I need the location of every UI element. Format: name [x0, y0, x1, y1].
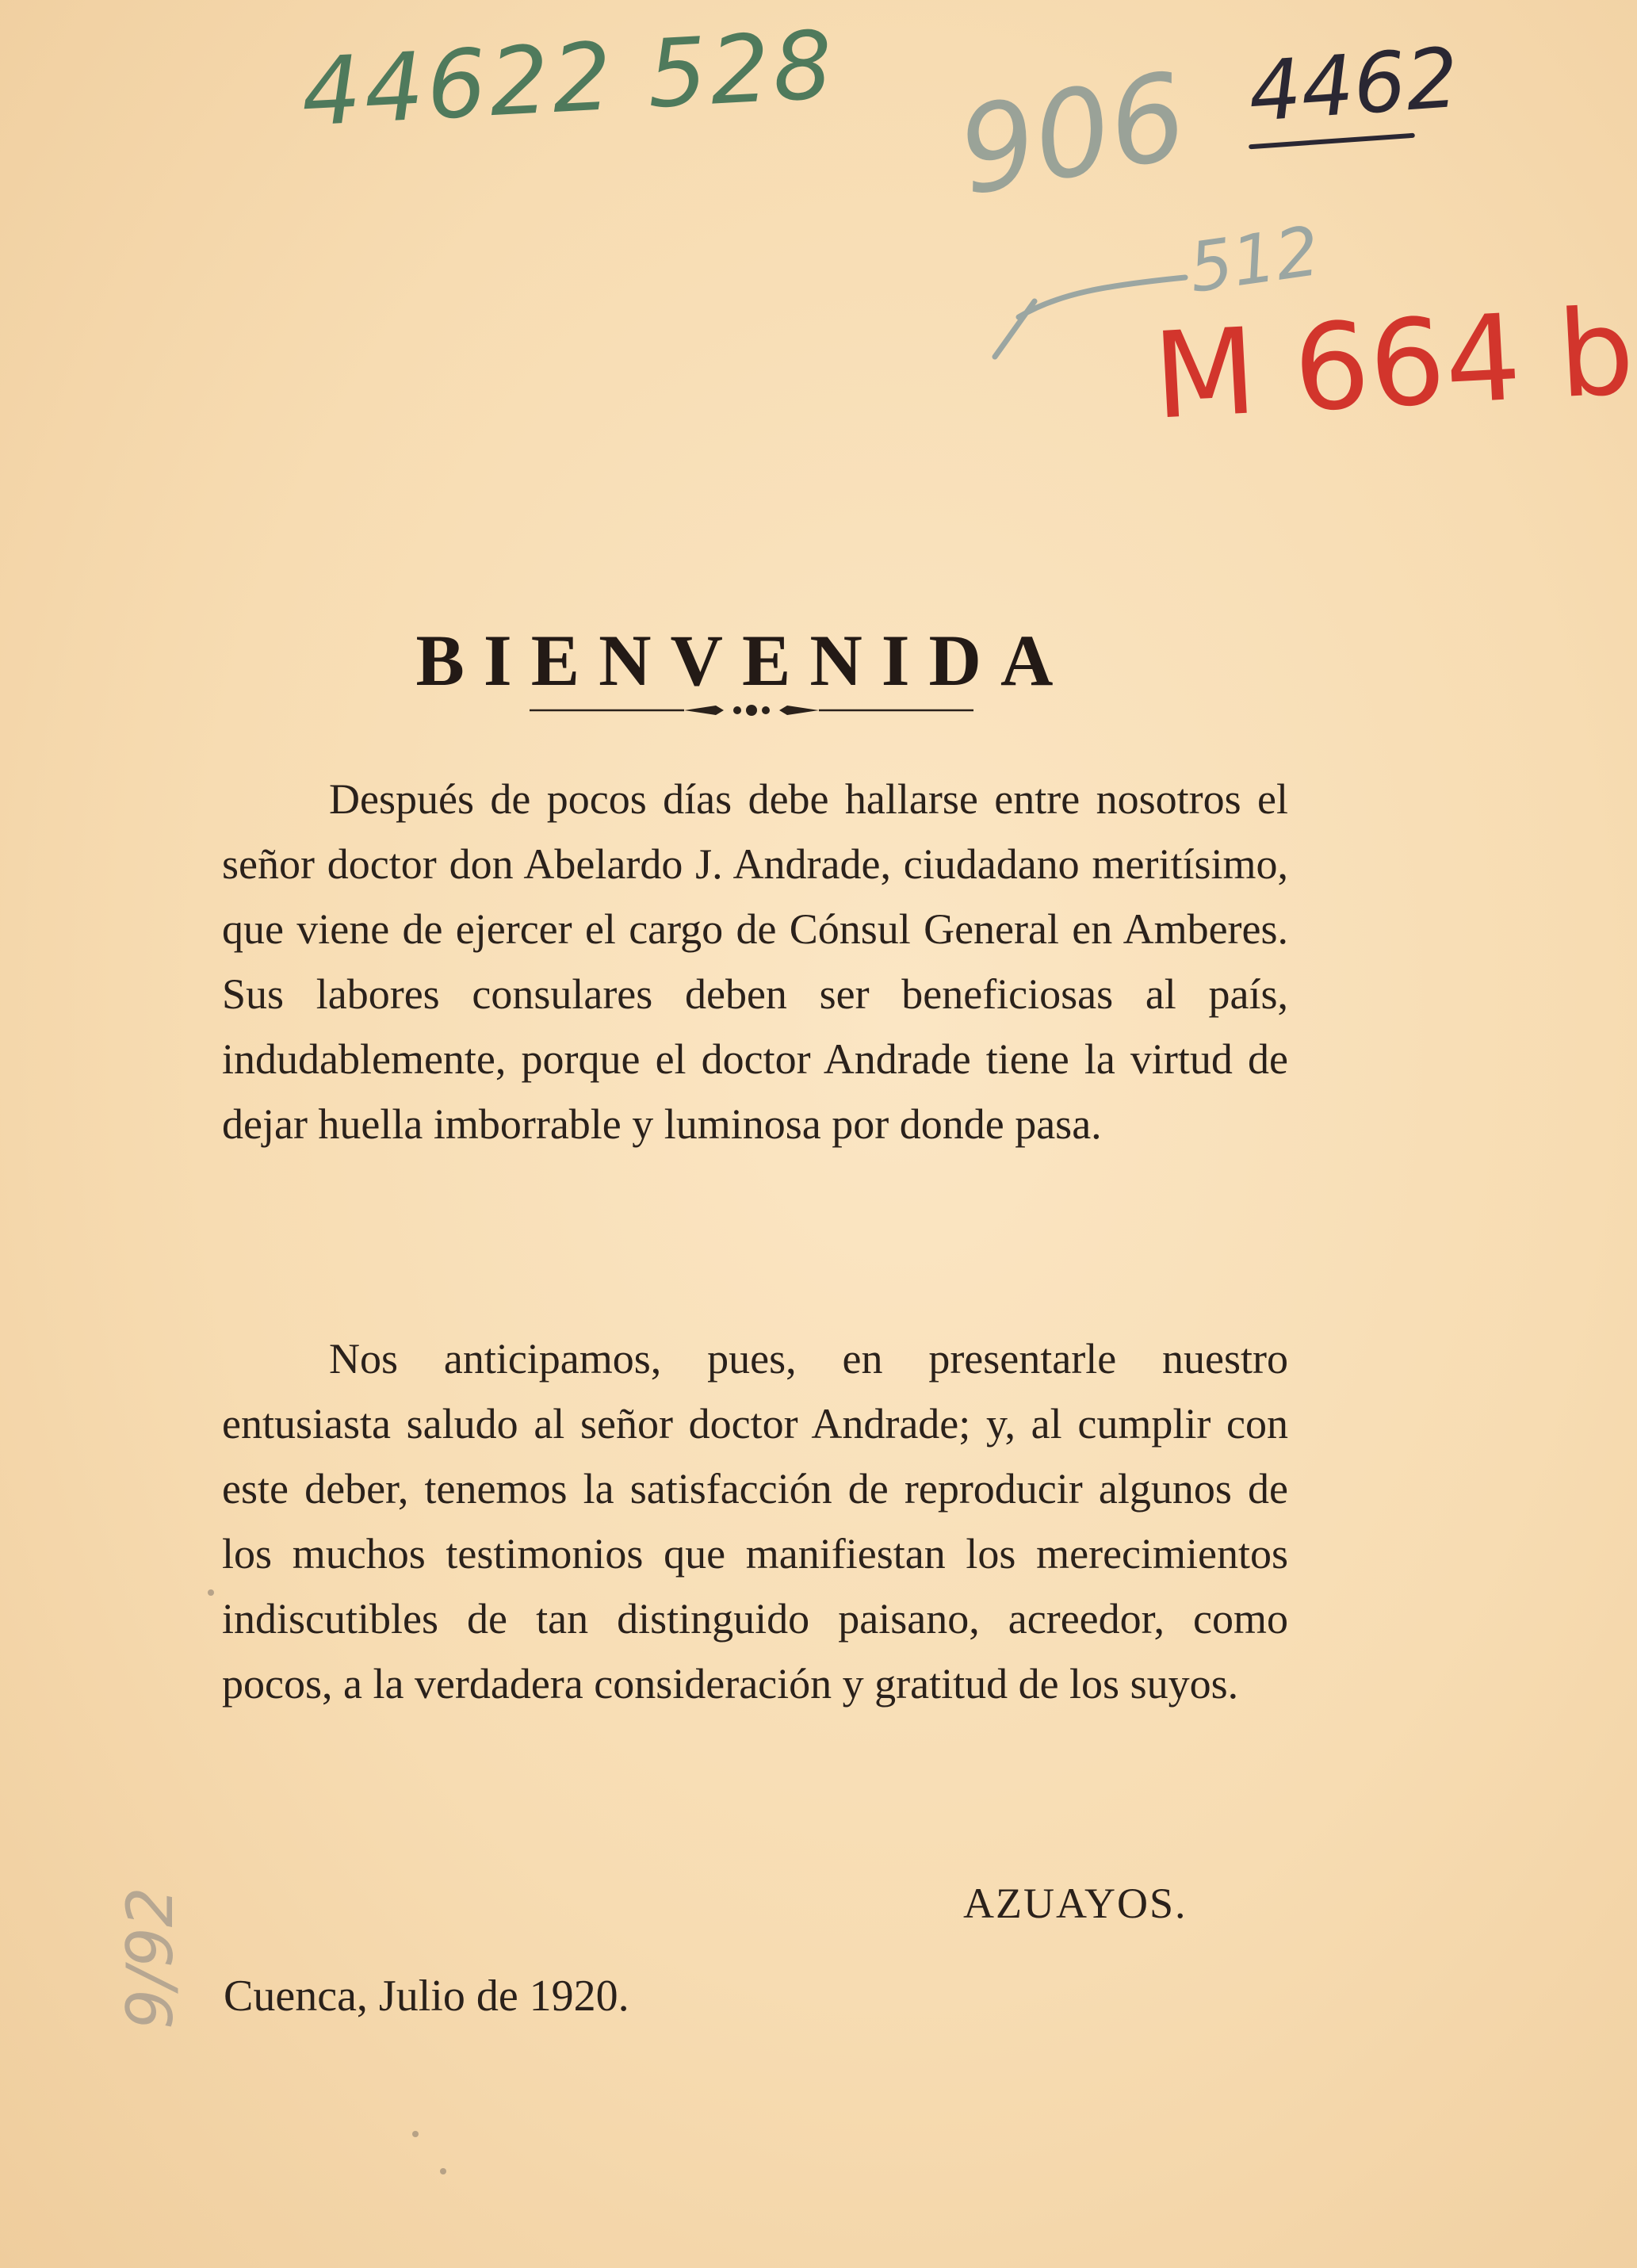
page-title: BIENVENIDA — [415, 619, 1073, 701]
handwritten-grey-number: 906 — [949, 47, 1197, 223]
body-paragraph-1 — [222, 767, 1288, 1157]
dateline: Cuenca, Julio de 1920. — [224, 1972, 629, 2021]
handwritten-margin-note: 9/92 — [113, 1887, 187, 2029]
paragraph-text: Nos anticipamos, pues, en presentarle nuestro entusiasta saludo al señor doctor Andrade; y, al cumplir con este deber, tenemos la satisfacción de reproducir algunos de los muchos testimonios que manifiestan los merecimientos indiscutibles de tan distinguido paisano, acreedor, como pocos, a la verdadera consideración y gratitud de los suyos. — [222, 1335, 1288, 1708]
signature: AZUAYOS. — [963, 1880, 1188, 1927]
handwritten-top-right-number: 4462 — [1245, 29, 1462, 141]
paragraph-text: Después de pocos días debe hallarse entre nosotros el señor doctor don Abelardo J. Andrade, ciudadano meritísimo, que viene de ejercer el cargo de Cónsul General en Amberes. Sus labores consulares deben ser beneficiosas al país, indudablemente, porque el doctor Andrade tiene la virtud de dejar huella imborrable y luminosa por donde pasa. — [222, 775, 1288, 1148]
paper-speck — [440, 2168, 446, 2174]
ornament-divider-icon — [530, 701, 973, 720]
paper-speck — [208, 1589, 214, 1596]
handwritten-grey-small-number: 512 — [1184, 212, 1325, 308]
body-paragraph-2 — [222, 1326, 1288, 1716]
handwritten-red-code: M 664 b — [1149, 283, 1637, 446]
handwritten-green-number: 44622 528 — [298, 10, 839, 147]
paper-speck — [412, 2131, 419, 2137]
